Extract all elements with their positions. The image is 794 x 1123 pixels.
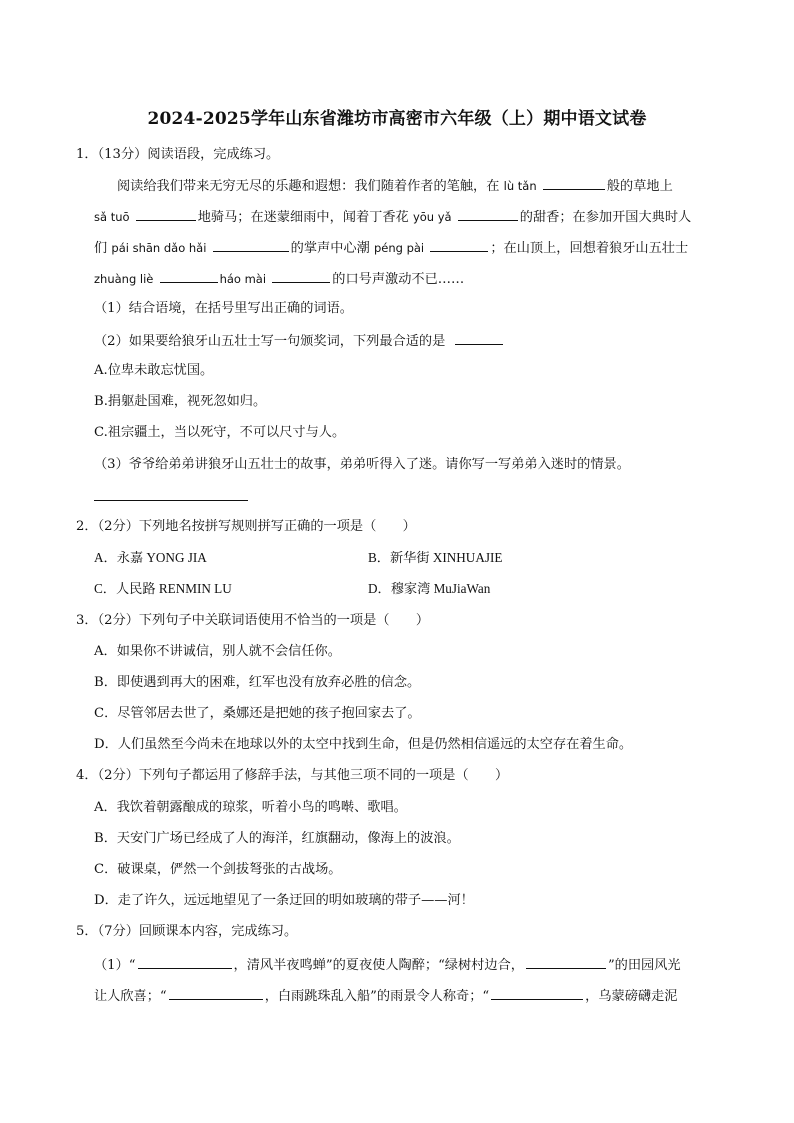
q1-passage-text: 们 xyxy=(94,241,108,256)
answer-blank[interactable] xyxy=(455,331,503,345)
q1-option-c: C.祖宗疆土，当以死守，不可以尺寸与人。 xyxy=(94,425,346,440)
q1-passage-text: ；在山顶上，回想着狼牙山五壮士 xyxy=(490,241,689,256)
page-title: 2024-2025学年山东省潍坊市高密市六年级（上）期中语文试卷 xyxy=(147,109,647,129)
answer-blank[interactable] xyxy=(160,269,218,283)
pinyin-pengpai: péng pài xyxy=(373,241,425,255)
q4-option-a: A．我饮着朝露酿成的琼浆，听着小鸟的鸣啭、歌唱。 xyxy=(94,800,407,815)
q5-text: ”的田园风光 xyxy=(607,958,681,973)
answer-blank[interactable] xyxy=(138,955,232,969)
answer-blank[interactable] xyxy=(526,955,606,969)
q2-option-b: B．新华街 XINHUAJIE xyxy=(368,550,503,565)
answer-blank[interactable] xyxy=(213,238,289,252)
q4-stem: 4．（2分）下列句子都运用了修辞手法，与其他三项不同的一项是（ ） xyxy=(76,768,509,783)
q3-option-c: C．尽管邻居去世了，桑娜还是把她的孩子抱回家去了。 xyxy=(94,706,421,721)
q1-sub1: （1）结合语境，在括号里写出正确的词语。 xyxy=(94,301,353,316)
answer-blank[interactable] xyxy=(272,269,330,283)
q1-option-a: A.位卑未敢忘忧国。 xyxy=(94,363,214,378)
q1-passage-text: 般的草地上 xyxy=(606,179,673,194)
q4-option-b: B．天安门广场已经成了人的海洋，红旗翻动，像海上的波浪。 xyxy=(94,831,460,846)
q5-text: ，白雨跳珠乱入船”的雨景令人称奇；“ xyxy=(264,989,490,1004)
q3-option-d: D．人们虽然至今尚未在地球以外的太空中找到生命，但是仍然相信遥远的太空存在着生命。 xyxy=(94,737,633,752)
answer-blank[interactable] xyxy=(94,487,248,501)
q1-passage-text: 地骑马；在迷蒙细雨中，闻着丁香花 xyxy=(197,210,409,225)
pinyin-lutan: lù tǎn xyxy=(503,179,537,193)
q5-text: （1）“ xyxy=(94,958,136,973)
q5-text: ，乌蒙磅礴走泥 xyxy=(585,989,678,1004)
q1-passage-line2 xyxy=(94,207,691,227)
q5-text: ，清风半夜鸣蝉”的夏夜使人陶醉；“绿树村边合， xyxy=(233,958,524,973)
answer-blank[interactable] xyxy=(543,176,605,190)
pinyin-haomai: háo mài xyxy=(219,272,267,286)
q5-sub1-line2 xyxy=(94,986,677,1006)
answer-blank[interactable] xyxy=(169,986,263,1000)
q1-stem: 1．（13分）阅读语段，完成练习。 xyxy=(76,147,280,162)
answer-blank[interactable] xyxy=(430,238,488,252)
q1-option-b: B.捐躯赴国难，视死忽如归。 xyxy=(94,394,267,409)
q4-option-c: C．破课桌，俨然一个剑拔弩张的古战场。 xyxy=(94,862,342,877)
pinyin-paishandaohai: pái shān dǎo hǎi xyxy=(111,241,207,255)
pinyin-youya: yōu yǎ xyxy=(412,210,452,224)
q1-sub2 xyxy=(94,331,505,351)
pinyin-zhuanglie: zhuàng liè xyxy=(94,272,154,286)
q5-stem: 5．（7分）回顾课本内容，完成练习。 xyxy=(76,924,298,939)
q4-option-d: D．走了许久，远远地望见了一条迂回的明如玻璃的带子——河！ xyxy=(94,893,474,908)
q5-sub1-line1 xyxy=(94,955,681,975)
q1-passage-line3 xyxy=(94,238,688,258)
answer-blank[interactable] xyxy=(458,207,518,221)
q1-passage-text: 的掌声中心潮 xyxy=(290,241,370,256)
q2-option-a: A．永嘉 YONG JIA xyxy=(94,550,207,565)
q3-option-a: A．如果你不讲诚信，别人就不会信任你。 xyxy=(94,644,341,659)
q1-passage-text: 的甜香；在参加开国大典时人 xyxy=(519,210,692,225)
q1-sub3: （3）爷爷给弟弟讲狼牙山五壮士的故事，弟弟听得入了迷。请你写一写弟弟入迷时的情景。 xyxy=(94,457,630,472)
q1-passage-line1 xyxy=(117,176,673,196)
q1-sub2-text: （2）如果要给狼牙山五壮士写一句颁奖词，下列最合适的是 xyxy=(94,334,446,349)
q5-text: 让人欣喜；“ xyxy=(94,989,167,1004)
pinyin-satuo: sǎ tuō xyxy=(94,210,130,224)
q2-stem: 2．（2分）下列地名按拼写规则拼写正确的一项是（ ） xyxy=(76,519,416,534)
q2-option-d: D．穆家湾 MuJiaWan xyxy=(368,581,491,596)
answer-blank[interactable] xyxy=(136,207,196,221)
q1-passage-line4 xyxy=(94,269,464,289)
q3-stem: 3．（2分）下列句子中关联词语使用不恰当的一项是（ ） xyxy=(76,613,430,628)
q3-option-b: B．即使遇到再大的困难，红军也没有放弃必胜的信念。 xyxy=(94,675,421,690)
q2-option-c: C．人民路 RENMIN LU xyxy=(94,581,232,596)
q1-passage-text: 阅读给我们带来无穷无尽的乐趣和遐想：我们随着作者的笔触，在 xyxy=(117,179,500,194)
answer-blank[interactable] xyxy=(491,986,583,1000)
q1-passage-text: 的口号声激动不已…… xyxy=(332,272,465,287)
q1-sub3-answer xyxy=(94,487,248,507)
